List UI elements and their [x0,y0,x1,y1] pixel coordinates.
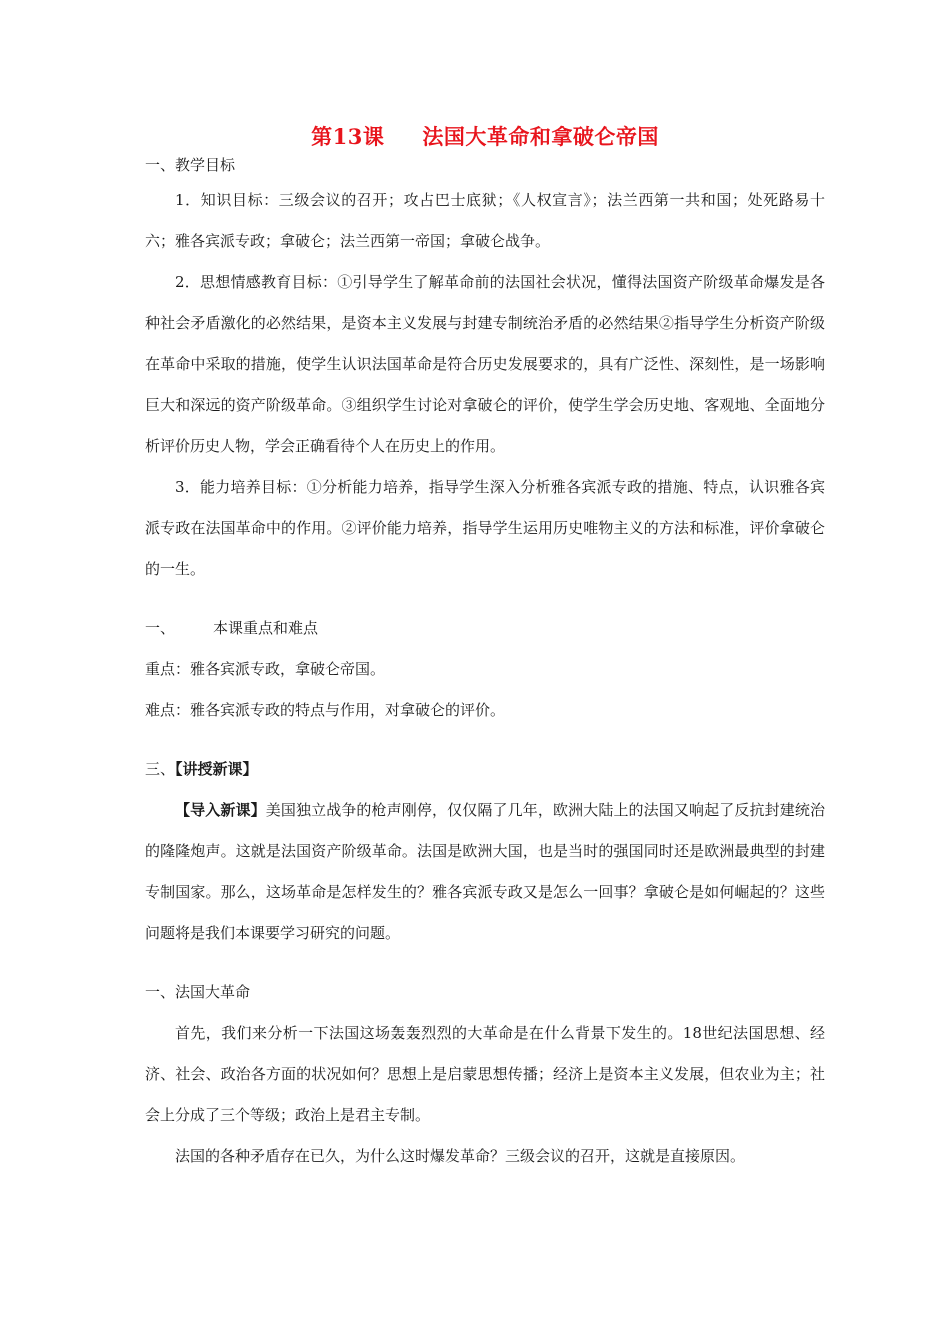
intro-label: 【导入新课】 [175,801,266,819]
section3-number: 三、 [145,760,176,778]
section2-number: 一、 [145,619,176,637]
document-page [145,120,825,1177]
section1-heading: 一、教学目标 [145,156,236,174]
section3-heading [145,749,825,790]
knowledge-goal-paragraph: 1．知识目标：三级会议的召开；攻占巴士底狱；《人权宣言》；法兰西第一共和国；处死路易十六；雅各宾派专政；拿破仑；法兰西第一帝国；拿破仑战争。 [145,191,825,250]
difficult-point: 难点：雅各宾派专政的特点与作用，对拿破仑的评价。 [145,701,506,719]
section4-heading: 一、法国大革命 [145,983,251,1001]
section2-title: 本课重点和难点 [213,619,319,637]
section2-heading [145,608,825,649]
lesson-number: 第13课 [311,124,385,149]
cause-paragraph: 法国的各种矛盾存在已久，为什么这时爆发革命？三级会议的召开，这就是直接原因。 [175,1147,746,1165]
section3-title: 【讲授新课】 [175,760,258,778]
intro-text: 美国独立战争的枪声刚停，仅仅隔了几年，欧洲大陆上的法国又响起了反抗封建统治的隆隆炮声。这就是法国资产阶级革命。法国是欧洲大国，也是当时的强国同时还是欧洲最典型的封建专制国家。那么，这场革命是怎样发生的？雅各宾派专政又是怎么一回事？拿破仑是如何崛起的？这些问题将是我们本课要学习研究的问题。 [145,801,825,942]
background-paragraph: 首先，我们来分析一下法国这场轰轰烈烈的大革命是在什么背景下发生的。18世纪法国思想、经济、社会、政治各方面的状况如何？思想上是启蒙思想传播；经济上是资本主义发展，但农业为主；社会上分成了三个等级；政治上是君主专制。 [145,1024,825,1124]
key-point: 重点：雅各宾派专政，拿破仑帝国。 [145,660,386,678]
lesson-name: 法国大革命和拿破仑帝国 [422,124,659,149]
intro-paragraph [145,790,825,954]
ability-goal-paragraph: 3．能力培养目标：①分析能力培养，指导学生深入分析雅各宾派专政的措施、特点，认识雅各宾派专政在法国革命中的作用。②评价能力培养，指导学生运用历史唯物主义的方法和标准，评价拿破仑的一生。 [145,478,825,578]
lesson-title [145,120,825,154]
emotion-goal-paragraph: 2．思想情感教育目标：①引导学生了解革命前的法国社会状况，懂得法国资产阶级革命爆发是各种社会矛盾激化的必然结果，是资本主义发展与封建专制统治矛盾的必然结果②指导学生分析资产阶级在革命中采取的措施，使学生认识法国革命是符合历史发展要求的，具有广泛性、深刻性，是一场影响巨大和深远的资产阶级革命。③组织学生讨论对拿破仑的评价，使学生学会历史地、客观地、全面地分析评价历史人物，学会正确看待个人在历史上的作用。 [145,273,825,455]
